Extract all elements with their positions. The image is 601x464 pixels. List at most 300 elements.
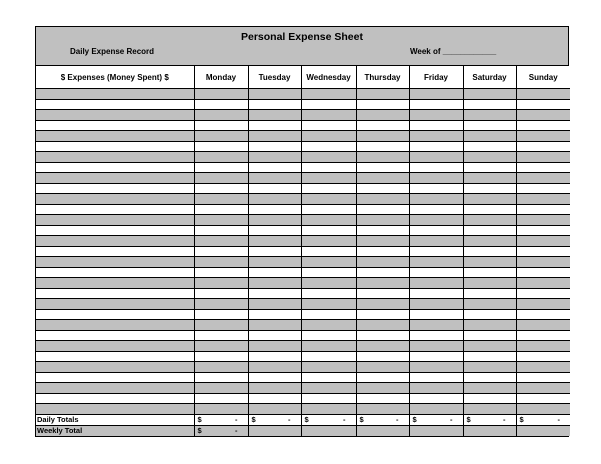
expense-name-cell[interactable] xyxy=(36,120,194,131)
expense-amount-cell[interactable] xyxy=(516,131,570,142)
expense-amount-cell[interactable] xyxy=(409,194,463,205)
expense-amount-cell[interactable] xyxy=(301,278,356,289)
expense-amount-cell[interactable] xyxy=(248,225,301,236)
expense-amount-cell[interactable] xyxy=(463,278,516,289)
expense-amount-cell[interactable] xyxy=(248,141,301,152)
expense-amount-cell[interactable] xyxy=(409,131,463,142)
expense-amount-cell[interactable] xyxy=(356,225,409,236)
expense-amount-cell[interactable] xyxy=(409,120,463,131)
expense-amount-cell[interactable] xyxy=(463,362,516,373)
expense-amount-cell[interactable] xyxy=(516,204,570,215)
expense-amount-cell[interactable] xyxy=(516,236,570,247)
expense-amount-cell[interactable] xyxy=(356,383,409,394)
expense-amount-cell[interactable] xyxy=(409,393,463,404)
expense-name-cell[interactable] xyxy=(36,309,194,320)
expense-amount-cell[interactable] xyxy=(463,162,516,173)
table-row xyxy=(36,372,570,383)
expense-amount-cell[interactable] xyxy=(516,404,570,415)
expense-amount-cell[interactable] xyxy=(463,404,516,415)
expense-amount-cell[interactable] xyxy=(356,330,409,341)
expense-amount-cell[interactable] xyxy=(301,257,356,268)
expense-amount-cell[interactable] xyxy=(409,320,463,331)
table-row xyxy=(36,141,570,152)
expense-amount-cell[interactable] xyxy=(248,89,301,100)
expense-amount-cell[interactable] xyxy=(409,99,463,110)
expense-amount-cell[interactable] xyxy=(356,267,409,278)
table-row xyxy=(36,278,570,289)
expense-amount-cell[interactable] xyxy=(248,351,301,362)
expense-amount-cell[interactable] xyxy=(409,215,463,226)
expense-amount-cell[interactable] xyxy=(356,89,409,100)
expense-amount-cell[interactable] xyxy=(463,267,516,278)
expense-amount-cell[interactable] xyxy=(301,404,356,415)
total-value: - xyxy=(450,414,453,424)
expense-amount-cell[interactable] xyxy=(194,278,248,289)
expense-amount-cell[interactable] xyxy=(356,278,409,289)
expense-amount-cell[interactable] xyxy=(463,225,516,236)
daily-totals-row xyxy=(36,414,570,425)
expense-amount-cell[interactable] xyxy=(194,131,248,142)
expense-amount-cell[interactable] xyxy=(301,309,356,320)
expense-amount-cell[interactable] xyxy=(301,183,356,194)
expense-amount-cell[interactable] xyxy=(516,278,570,289)
expense-amount-cell[interactable] xyxy=(194,330,248,341)
expense-amount-cell[interactable] xyxy=(463,99,516,110)
expense-name-cell[interactable] xyxy=(36,152,194,163)
expense-amount-cell[interactable] xyxy=(409,141,463,152)
expense-amount-cell[interactable] xyxy=(409,152,463,163)
daily-total-wednesday xyxy=(301,414,356,425)
total-value: - xyxy=(503,414,506,424)
expense-amount-cell[interactable] xyxy=(516,257,570,268)
expense-amount-cell[interactable] xyxy=(301,351,356,362)
expense-amount-cell[interactable] xyxy=(356,299,409,310)
expense-amount-cell[interactable] xyxy=(194,288,248,299)
expense-amount-cell[interactable] xyxy=(248,299,301,310)
weekly-total-row xyxy=(36,425,570,436)
expense-amount-cell[interactable] xyxy=(248,309,301,320)
expense-amount-cell[interactable] xyxy=(194,404,248,415)
expense-amount-cell[interactable] xyxy=(301,225,356,236)
expense-name-cell[interactable] xyxy=(36,204,194,215)
expense-amount-cell[interactable] xyxy=(356,215,409,226)
expense-amount-cell[interactable] xyxy=(356,131,409,142)
expense-amount-cell[interactable] xyxy=(463,131,516,142)
expense-amount-cell[interactable] xyxy=(516,362,570,373)
table-row xyxy=(36,152,570,163)
expense-amount-cell[interactable] xyxy=(248,383,301,394)
expense-name-cell[interactable] xyxy=(36,110,194,121)
expense-name-cell[interactable] xyxy=(36,173,194,184)
expense-amount-cell[interactable] xyxy=(301,246,356,257)
expense-amount-cell[interactable] xyxy=(248,152,301,163)
expense-amount-cell[interactable] xyxy=(463,330,516,341)
daily-total-monday xyxy=(194,414,248,425)
expense-amount-cell[interactable] xyxy=(463,246,516,257)
expense-name-cell[interactable] xyxy=(36,320,194,331)
weekly-total-blank xyxy=(463,425,516,436)
expense-amount-cell[interactable] xyxy=(301,99,356,110)
expense-amount-cell[interactable] xyxy=(516,173,570,184)
expense-amount-cell[interactable] xyxy=(409,351,463,362)
expense-amount-cell[interactable] xyxy=(194,183,248,194)
expense-amount-cell[interactable] xyxy=(356,404,409,415)
expense-name-cell[interactable] xyxy=(36,246,194,257)
expense-amount-cell[interactable] xyxy=(463,383,516,394)
expense-amount-cell[interactable] xyxy=(516,267,570,278)
expense-amount-cell[interactable] xyxy=(248,99,301,110)
column-header-wednesday: Wednesday xyxy=(301,66,356,89)
column-header-thursday: Thursday xyxy=(356,66,409,89)
expense-amount-cell[interactable] xyxy=(356,141,409,152)
expense-name-cell[interactable] xyxy=(36,362,194,373)
expense-amount-cell[interactable] xyxy=(194,236,248,247)
expense-amount-cell[interactable] xyxy=(356,351,409,362)
table-row xyxy=(36,257,570,268)
currency-symbol: $ xyxy=(359,414,364,424)
expense-amount-cell[interactable] xyxy=(356,152,409,163)
expense-amount-cell[interactable] xyxy=(301,288,356,299)
expense-amount-cell[interactable] xyxy=(248,204,301,215)
expense-amount-cell[interactable] xyxy=(409,236,463,247)
expense-amount-cell[interactable] xyxy=(516,89,570,100)
expense-amount-cell[interactable] xyxy=(301,131,356,142)
expense-name-cell[interactable] xyxy=(36,341,194,352)
expense-name-cell[interactable] xyxy=(36,225,194,236)
expense-amount-cell[interactable] xyxy=(516,393,570,404)
expense-amount-cell[interactable] xyxy=(356,236,409,247)
expense-amount-cell[interactable] xyxy=(516,309,570,320)
expense-amount-cell[interactable] xyxy=(516,99,570,110)
expense-amount-cell[interactable] xyxy=(356,173,409,184)
expense-amount-cell[interactable] xyxy=(194,320,248,331)
expense-amount-cell[interactable] xyxy=(409,162,463,173)
expense-amount-cell[interactable] xyxy=(516,162,570,173)
expense-amount-cell[interactable] xyxy=(248,404,301,415)
expense-amount-cell[interactable] xyxy=(409,341,463,352)
expense-name-cell[interactable] xyxy=(36,99,194,110)
expense-amount-cell[interactable] xyxy=(516,120,570,131)
expense-amount-cell[interactable] xyxy=(301,141,356,152)
table-row xyxy=(36,393,570,404)
expense-name-cell[interactable] xyxy=(36,257,194,268)
expense-amount-cell[interactable] xyxy=(516,152,570,163)
expense-amount-cell[interactable] xyxy=(356,257,409,268)
expense-amount-cell[interactable] xyxy=(248,393,301,404)
table-row xyxy=(36,362,570,373)
expense-amount-cell[interactable] xyxy=(463,141,516,152)
daily-total-saturday xyxy=(463,414,516,425)
week-of-field[interactable]: Week of ____________ xyxy=(410,47,497,56)
expense-amount-cell[interactable] xyxy=(194,246,248,257)
table-row xyxy=(36,110,570,121)
expense-amount-cell[interactable] xyxy=(301,330,356,341)
expense-amount-cell[interactable] xyxy=(301,236,356,247)
expense-amount-cell[interactable] xyxy=(301,341,356,352)
expense-amount-cell[interactable] xyxy=(516,225,570,236)
expense-amount-cell[interactable] xyxy=(463,173,516,184)
expense-amount-cell[interactable] xyxy=(409,89,463,100)
expense-amount-cell[interactable] xyxy=(194,162,248,173)
expense-amount-cell[interactable] xyxy=(356,120,409,131)
expense-amount-cell[interactable] xyxy=(248,288,301,299)
expense-name-cell[interactable] xyxy=(36,131,194,142)
column-header-friday: Friday xyxy=(409,66,463,89)
expense-amount-cell[interactable] xyxy=(194,152,248,163)
expense-amount-cell[interactable] xyxy=(463,393,516,404)
expense-amount-cell[interactable] xyxy=(356,393,409,404)
table-row xyxy=(36,383,570,394)
sheet-header xyxy=(36,27,568,66)
expense-amount-cell[interactable] xyxy=(409,183,463,194)
expense-amount-cell[interactable] xyxy=(409,267,463,278)
table-row xyxy=(36,320,570,331)
expense-amount-cell[interactable] xyxy=(194,110,248,121)
expense-amount-cell[interactable] xyxy=(194,204,248,215)
expense-amount-cell[interactable] xyxy=(409,372,463,383)
expense-amount-cell[interactable] xyxy=(409,309,463,320)
expense-name-cell[interactable] xyxy=(36,288,194,299)
expense-amount-cell[interactable] xyxy=(301,120,356,131)
expense-name-cell[interactable] xyxy=(36,236,194,247)
expense-amount-cell[interactable] xyxy=(463,351,516,362)
expense-amount-cell[interactable] xyxy=(356,288,409,299)
expense-amount-cell[interactable] xyxy=(301,194,356,205)
expense-amount-cell[interactable] xyxy=(463,288,516,299)
expense-amount-cell[interactable] xyxy=(516,246,570,257)
expense-amount-cell[interactable] xyxy=(194,299,248,310)
expense-amount-cell[interactable] xyxy=(356,162,409,173)
table-row xyxy=(36,404,570,415)
expense-amount-cell[interactable] xyxy=(463,372,516,383)
expense-amount-cell[interactable] xyxy=(409,299,463,310)
expense-name-cell[interactable] xyxy=(36,404,194,415)
expense-amount-cell[interactable] xyxy=(248,372,301,383)
expense-amount-cell[interactable] xyxy=(463,89,516,100)
weekly-total-blank xyxy=(356,425,409,436)
expense-amount-cell[interactable] xyxy=(194,309,248,320)
expense-amount-cell[interactable] xyxy=(356,320,409,331)
expense-table xyxy=(36,66,570,436)
expense-amount-cell[interactable] xyxy=(194,194,248,205)
expense-amount-cell[interactable] xyxy=(248,183,301,194)
expense-name-cell[interactable] xyxy=(36,372,194,383)
expense-amount-cell[interactable] xyxy=(248,110,301,121)
expense-amount-cell[interactable] xyxy=(194,215,248,226)
expense-amount-cell[interactable] xyxy=(516,330,570,341)
expense-name-cell[interactable] xyxy=(36,330,194,341)
expense-amount-cell[interactable] xyxy=(463,309,516,320)
sheet-title: Personal Expense Sheet xyxy=(241,31,363,43)
expense-amount-cell[interactable] xyxy=(409,362,463,373)
currency-symbol: $ xyxy=(466,414,471,424)
expense-amount-cell[interactable] xyxy=(516,215,570,226)
expense-amount-cell[interactable] xyxy=(516,383,570,394)
expense-amount-cell[interactable] xyxy=(248,131,301,142)
daily-total-friday xyxy=(409,414,463,425)
expense-amount-cell[interactable] xyxy=(301,362,356,373)
table-row xyxy=(36,236,570,247)
expense-amount-cell[interactable] xyxy=(516,372,570,383)
expense-amount-cell[interactable] xyxy=(248,162,301,173)
expense-amount-cell[interactable] xyxy=(356,372,409,383)
weekly-total-blank xyxy=(301,425,356,436)
column-header-sunday: Sunday xyxy=(516,66,570,89)
total-value: - xyxy=(396,414,399,424)
expense-amount-cell[interactable] xyxy=(248,330,301,341)
expense-name-cell[interactable] xyxy=(36,351,194,362)
expense-amount-cell[interactable] xyxy=(248,246,301,257)
expense-name-cell[interactable] xyxy=(36,183,194,194)
expense-amount-cell[interactable] xyxy=(409,257,463,268)
expense-amount-cell[interactable] xyxy=(463,110,516,121)
expense-amount-cell[interactable] xyxy=(463,215,516,226)
expense-amount-cell[interactable] xyxy=(463,236,516,247)
expense-amount-cell[interactable] xyxy=(516,299,570,310)
table-row xyxy=(36,173,570,184)
expense-amount-cell[interactable] xyxy=(409,225,463,236)
expense-amount-cell[interactable] xyxy=(301,110,356,121)
expense-amount-cell[interactable] xyxy=(463,152,516,163)
expense-amount-cell[interactable] xyxy=(463,299,516,310)
expense-amount-cell[interactable] xyxy=(516,341,570,352)
expense-amount-cell[interactable] xyxy=(248,267,301,278)
expense-name-cell[interactable] xyxy=(36,162,194,173)
expense-amount-cell[interactable] xyxy=(194,351,248,362)
expense-amount-cell[interactable] xyxy=(356,110,409,121)
expense-amount-cell[interactable] xyxy=(194,393,248,404)
expense-name-cell[interactable] xyxy=(36,215,194,226)
expense-amount-cell[interactable] xyxy=(194,383,248,394)
expense-amount-cell[interactable] xyxy=(516,288,570,299)
expense-amount-cell[interactable] xyxy=(301,383,356,394)
expense-name-cell[interactable] xyxy=(36,267,194,278)
expense-amount-cell[interactable] xyxy=(248,173,301,184)
total-value: - xyxy=(235,414,238,424)
expense-name-cell[interactable] xyxy=(36,278,194,289)
expense-amount-cell[interactable] xyxy=(194,267,248,278)
expense-amount-cell[interactable] xyxy=(356,309,409,320)
expense-amount-cell[interactable] xyxy=(516,320,570,331)
expense-amount-cell[interactable] xyxy=(356,194,409,205)
table-row xyxy=(36,99,570,110)
weekly-total-blank xyxy=(248,425,301,436)
expense-amount-cell[interactable] xyxy=(248,120,301,131)
expense-amount-cell[interactable] xyxy=(463,183,516,194)
expense-amount-cell[interactable] xyxy=(463,341,516,352)
expense-amount-cell[interactable] xyxy=(194,89,248,100)
expense-amount-cell[interactable] xyxy=(248,278,301,289)
expense-name-cell[interactable] xyxy=(36,393,194,404)
column-header-tuesday: Tuesday xyxy=(248,66,301,89)
expense-amount-cell[interactable] xyxy=(194,141,248,152)
weekly-total-blank xyxy=(409,425,463,436)
expense-amount-cell[interactable] xyxy=(356,183,409,194)
column-header-monday: Monday xyxy=(194,66,248,89)
expense-amount-cell[interactable] xyxy=(409,204,463,215)
expense-amount-cell[interactable] xyxy=(516,194,570,205)
expense-amount-cell[interactable] xyxy=(409,404,463,415)
expense-amount-cell[interactable] xyxy=(194,99,248,110)
expense-amount-cell[interactable] xyxy=(248,341,301,352)
sheet-subtitle: Daily Expense Record xyxy=(70,47,155,56)
expense-amount-cell[interactable] xyxy=(194,225,248,236)
expense-amount-cell[interactable] xyxy=(356,246,409,257)
expense-name-cell[interactable] xyxy=(36,194,194,205)
expense-amount-cell[interactable] xyxy=(409,330,463,341)
expense-amount-cell[interactable] xyxy=(463,194,516,205)
expense-amount-cell[interactable] xyxy=(516,351,570,362)
expense-amount-cell[interactable] xyxy=(356,341,409,352)
expense-amount-cell[interactable] xyxy=(301,173,356,184)
daily-total-sunday xyxy=(516,414,570,425)
expense-name-cell[interactable] xyxy=(36,141,194,152)
expense-amount-cell[interactable] xyxy=(301,215,356,226)
expense-amount-cell[interactable] xyxy=(194,372,248,383)
expense-amount-cell[interactable] xyxy=(409,383,463,394)
expense-amount-cell[interactable] xyxy=(194,257,248,268)
expense-amount-cell[interactable] xyxy=(356,362,409,373)
currency-symbol: $ xyxy=(197,414,202,424)
expense-amount-cell[interactable] xyxy=(194,362,248,373)
expense-amount-cell[interactable] xyxy=(194,341,248,352)
expense-amount-cell[interactable] xyxy=(516,141,570,152)
expense-amount-cell[interactable] xyxy=(301,89,356,100)
expense-amount-cell[interactable] xyxy=(409,288,463,299)
expense-amount-cell[interactable] xyxy=(409,173,463,184)
expense-amount-cell[interactable] xyxy=(516,110,570,121)
expense-amount-cell[interactable] xyxy=(409,246,463,257)
expense-amount-cell[interactable] xyxy=(301,393,356,404)
expense-name-cell[interactable] xyxy=(36,383,194,394)
table-row xyxy=(36,341,570,352)
expense-amount-cell[interactable] xyxy=(194,120,248,131)
expense-amount-cell[interactable] xyxy=(409,278,463,289)
expense-amount-cell[interactable] xyxy=(356,204,409,215)
expense-amount-cell[interactable] xyxy=(463,257,516,268)
weekly-total-label: Weekly Total xyxy=(36,425,194,436)
expense-amount-cell[interactable] xyxy=(301,204,356,215)
expense-name-cell[interactable] xyxy=(36,89,194,100)
expense-amount-cell[interactable] xyxy=(356,99,409,110)
expense-amount-cell[interactable] xyxy=(248,257,301,268)
currency-symbol: $ xyxy=(412,414,417,424)
expense-amount-cell[interactable] xyxy=(463,320,516,331)
expense-amount-cell[interactable] xyxy=(463,204,516,215)
expense-amount-cell[interactable] xyxy=(516,183,570,194)
expense-amount-cell[interactable] xyxy=(301,299,356,310)
expense-amount-cell[interactable] xyxy=(301,372,356,383)
expense-amount-cell[interactable] xyxy=(301,152,356,163)
expense-amount-cell[interactable] xyxy=(248,215,301,226)
table-row xyxy=(36,225,570,236)
expense-amount-cell[interactable] xyxy=(248,320,301,331)
expense-amount-cell[interactable] xyxy=(463,120,516,131)
expense-amount-cell[interactable] xyxy=(248,194,301,205)
expense-amount-cell[interactable] xyxy=(301,267,356,278)
currency-symbol: $ xyxy=(519,414,524,424)
expense-rows xyxy=(36,89,570,415)
table-row xyxy=(36,183,570,194)
expense-amount-cell[interactable] xyxy=(248,362,301,373)
table-row xyxy=(36,194,570,205)
expense-name-cell[interactable] xyxy=(36,299,194,310)
expense-amount-cell[interactable] xyxy=(301,320,356,331)
expense-amount-cell[interactable] xyxy=(409,110,463,121)
expense-amount-cell[interactable] xyxy=(248,236,301,247)
expense-amount-cell[interactable] xyxy=(194,173,248,184)
expense-amount-cell[interactable] xyxy=(301,162,356,173)
